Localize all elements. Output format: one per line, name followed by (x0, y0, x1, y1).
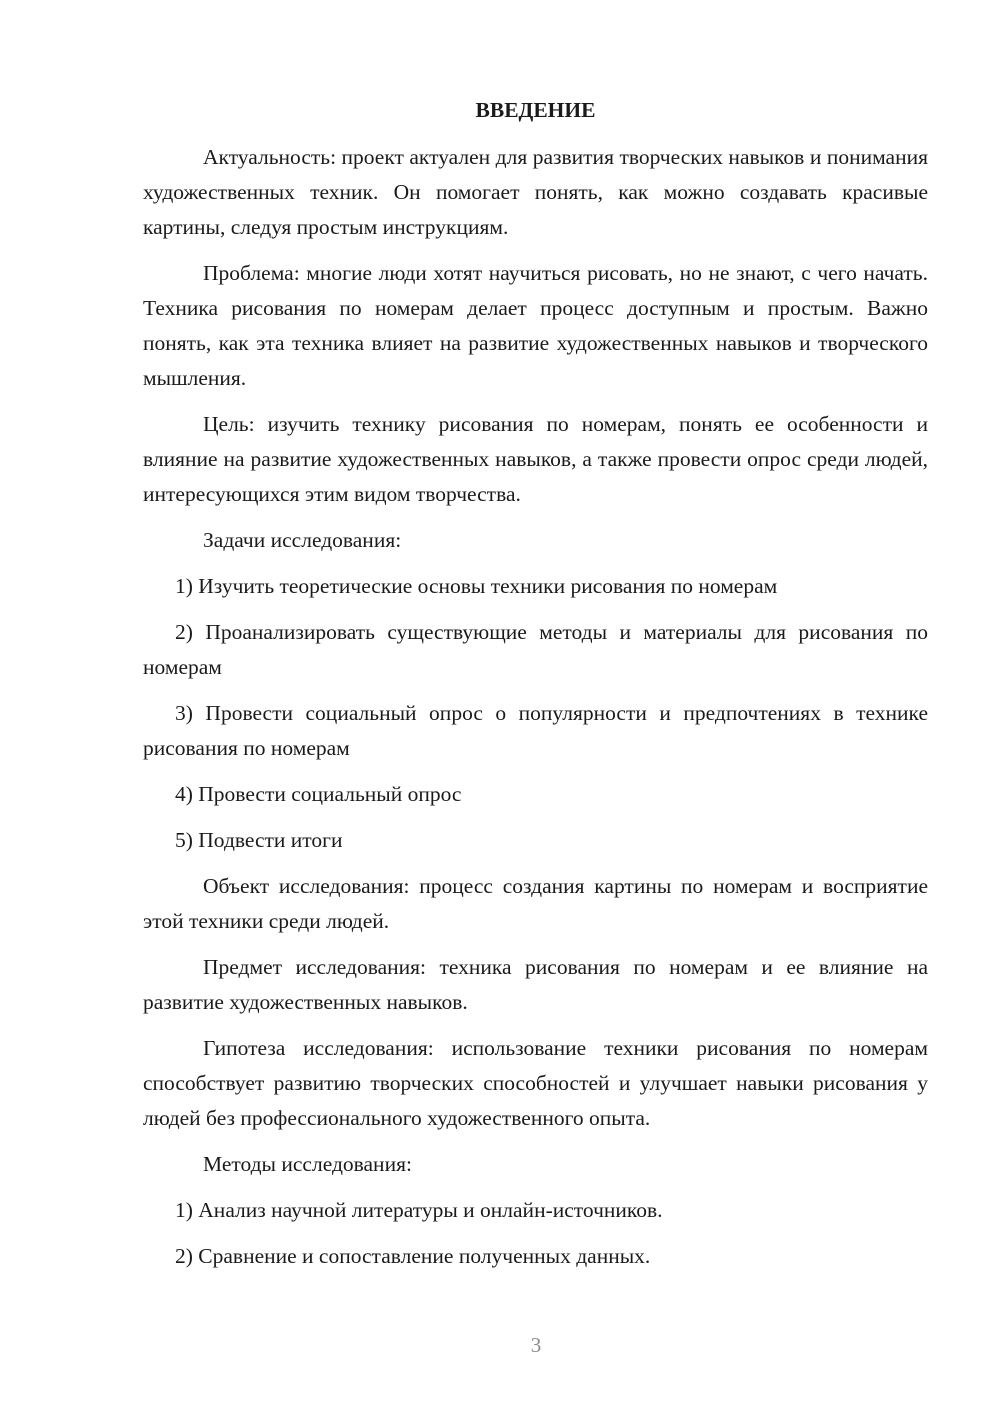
task-item-5: 5) Подвести итоги (175, 828, 343, 852)
task-item-4: 4) Провести социальный опрос (175, 782, 462, 806)
methods-heading: Методы исследования: (203, 1152, 412, 1176)
hypothesis-paragraph: Гипотеза исследования: использование техники рисования по номерам способствует развитию творческих способностей и улучшает навыки рисования у людей без профессионального художественного опыта. (143, 1036, 928, 1130)
tasks-heading: Задачи исследования: (203, 528, 402, 552)
task-item-3: 3) Провести социальный опрос о популярности и предпочтениях в технике рисования по номерам (143, 701, 928, 760)
goal-paragraph: Цель: изучить технику рисования по номерам, понять ее особенности и влияние на развитие художественных навыков, а также провести опрос среди людей, интересующихся этим видом творчества. (143, 412, 928, 506)
page-number: 3 (530, 1333, 542, 1357)
method-item-1: 1) Анализ научной литературы и онлайн-источников. (175, 1198, 663, 1222)
object-paragraph: Объект исследования: процесс создания картины по номерам и восприятие этой техники среди людей. (143, 874, 928, 933)
relevance-paragraph: Актуальность: проект актуален для развития творческих навыков и понимания художественных техник. Он помогает понять, как можно создавать красивые картины, следуя простым инструкциям. (143, 145, 928, 239)
task-item-1: 1) Изучить теоретические основы техники рисования по номерам (175, 574, 778, 598)
method-item-2: 2) Сравнение и сопоставление полученных данных. (175, 1244, 651, 1268)
subject-paragraph: Предмет исследования: техника рисования по номерам и ее влияние на развитие художественных навыков. (143, 955, 928, 1014)
section-heading: ВВЕДЕНИЕ (475, 98, 596, 122)
problem-paragraph: Проблема: многие люди хотят научиться рисовать, но не знают, с чего начать. Техника рисования по номерам делает процесс доступным и простым. Важно понять, как эта техника влияет на развитие художественных навыков и творческого мышления. (143, 261, 928, 390)
task-item-2: 2) Проанализировать существующие методы и материалы для рисования по номерам (143, 620, 928, 679)
document-page (143, 95, 928, 1285)
